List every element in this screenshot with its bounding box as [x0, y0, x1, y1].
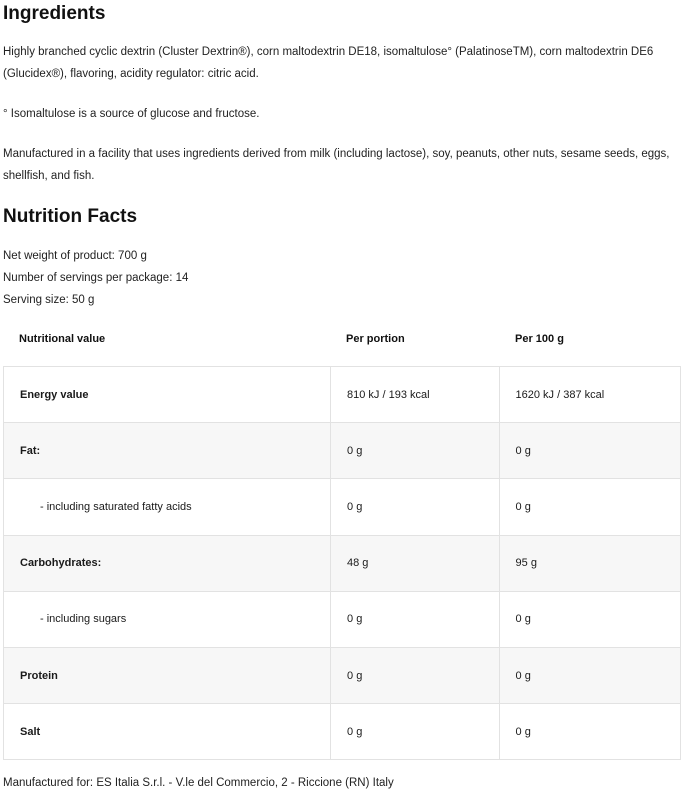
table-row — [4, 535, 680, 591]
per-portion-value: 0 g — [330, 423, 499, 478]
table-row — [4, 478, 680, 534]
isomaltulose-note: ° Isomaltulose is a source of glucose and fructose. — [3, 108, 260, 120]
table-header — [3, 311, 681, 366]
header-per-100g: Per 100 g — [515, 332, 564, 345]
nutrient-name: - including sugars — [40, 613, 127, 626]
table-row — [4, 422, 680, 478]
servings-per-package: Number of servings per package: 14 — [3, 272, 189, 284]
per-portion-value: 0 g — [330, 592, 499, 647]
nutrition-table — [3, 311, 681, 760]
per-100g-value: 0 g — [499, 592, 680, 647]
nutrient-name: Carbohydrates: — [20, 557, 102, 570]
per-100g-value: 0 g — [499, 423, 680, 478]
nutrient-name: Salt — [20, 725, 41, 738]
serving-size: Serving size: 50 g — [3, 294, 95, 306]
allergen-statement: Manufactured in a facility that uses ingredients derived from milk (including lactose), soy, peanuts, other nuts, sesame seeds, eggs, shellfish, and fish. — [3, 148, 670, 182]
per-portion-value: 48 g — [330, 536, 499, 591]
per-portion-value: 0 g — [330, 479, 499, 534]
per-100g-value: 95 g — [499, 536, 680, 591]
table-body — [3, 366, 681, 760]
nutrient-name: - including saturated fatty acids — [40, 500, 192, 513]
per-100g-value: 0 g — [499, 479, 680, 534]
per-100g-value: 1620 kJ / 387 kcal — [499, 367, 680, 422]
nutrient-name: Protein — [20, 669, 58, 682]
ingredients-list: Highly branched cyclic dextrin (Cluster Dextrin®), corn maltodextrin DE18, isomaltulose° (PalatinoseTM), corn maltodextrin DE6 (Glucidex®), flavoring, acidity regulator: citric acid. — [3, 46, 654, 80]
manufacturer-info: Manufactured for: ES Italia S.r.l. - V.le del Commercio, 2 - Riccione (RN) Italy — [3, 777, 394, 789]
table-row — [4, 591, 680, 647]
per-100g-value: 0 g — [499, 704, 680, 759]
net-weight: Net weight of product: 700 g — [3, 250, 147, 262]
per-portion-value: 0 g — [330, 648, 499, 703]
table-row — [4, 647, 680, 703]
per-portion-value: 0 g — [330, 704, 499, 759]
table-row — [4, 367, 680, 422]
nutrient-name: Fat: — [20, 444, 41, 457]
nutrition-heading: Nutrition Facts — [3, 206, 138, 227]
header-nutritional-value: Nutritional value — [19, 332, 106, 345]
ingredients-heading: Ingredients — [3, 3, 106, 24]
table-row — [4, 703, 680, 759]
nutrient-name: Energy value — [20, 388, 89, 401]
per-portion-value: 810 kJ / 193 kcal — [330, 367, 499, 422]
header-per-portion: Per portion — [346, 332, 405, 345]
per-100g-value: 0 g — [499, 648, 680, 703]
